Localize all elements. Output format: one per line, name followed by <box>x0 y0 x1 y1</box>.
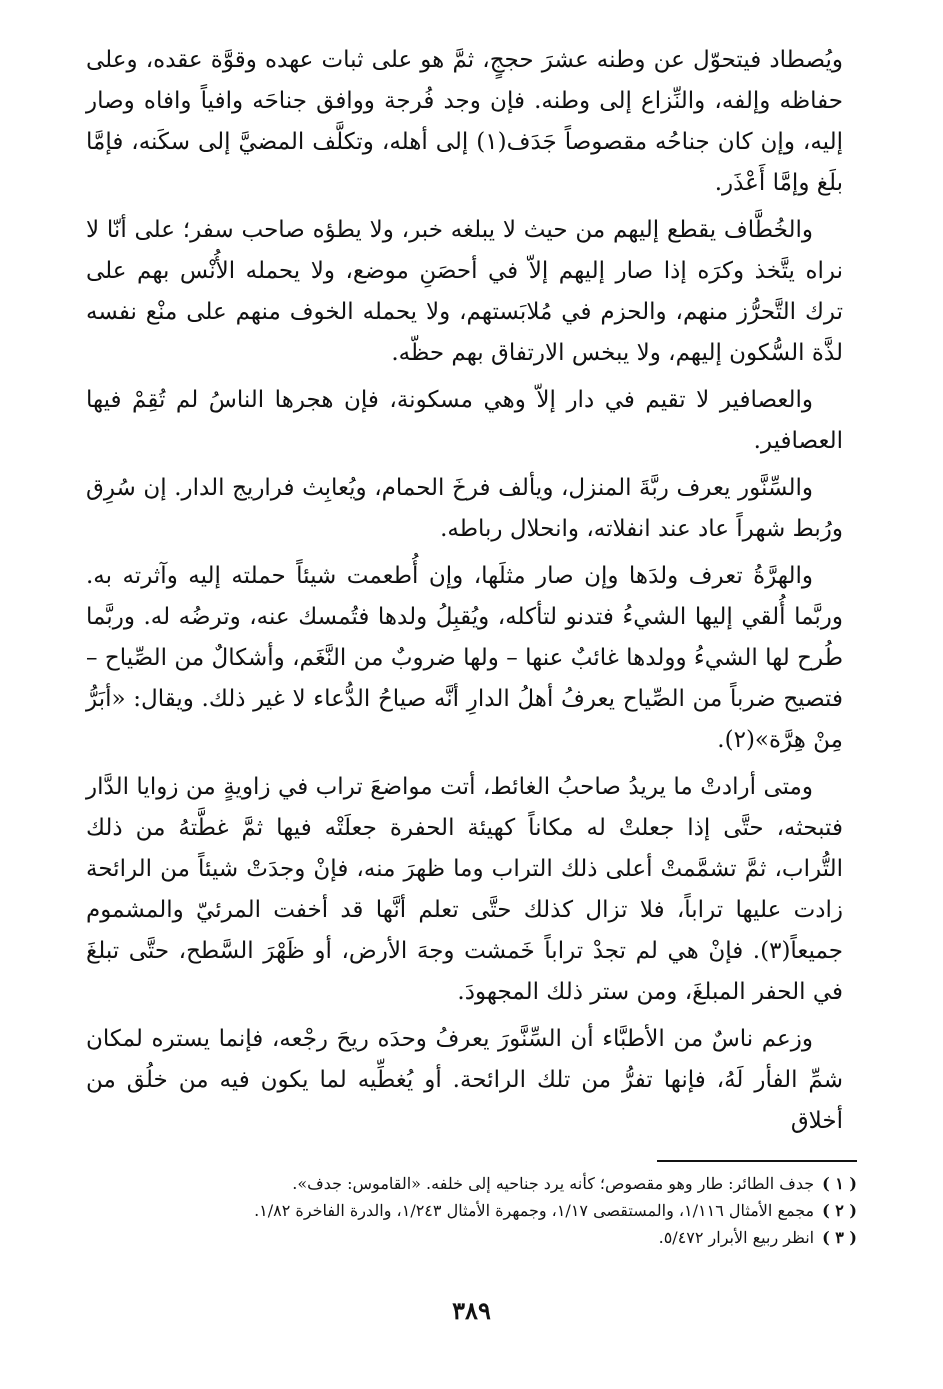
footnote-number: ( ٣ ) <box>822 1228 857 1247</box>
footnote-text: مجمع الأمثال ١/١١٦، والمستقصى ١/١٧، وجمهرة الأمثال ١/٢٤٣، والدرة الفاخرة ١/٨٢. <box>254 1201 815 1220</box>
paragraph-4: والسِّنَّور يعرف ربَّةَ المنزل، ويألف فرخَ الحمام، ويُعابِث فراريج الدار. إن سُرِق ورُبط شهراً عاد عند انفلاته، وانحلال رباطه. <box>86 475 843 542</box>
footnote-3 <box>100 1224 857 1251</box>
footnote-1 <box>100 1170 857 1197</box>
page-number: ٣٨٩ <box>452 1296 491 1325</box>
footnote-divider <box>657 1160 857 1162</box>
footnotes <box>100 1170 857 1251</box>
paragraph-3: والعصافير لا تقيم في دار إلاّ وهي مسكونة، فإن هجرها الناسُ لم تُقِمْ فيها العصافير. <box>86 387 843 454</box>
main-text <box>86 40 843 1142</box>
footnote-number: ( ٢ ) <box>822 1201 857 1220</box>
footnote-2 <box>100 1197 857 1224</box>
footnote-number: ( ١ ) <box>822 1174 857 1193</box>
paragraph-6: ومتى أرادتْ ما يريدُ صاحبُ الغائط، أتت مواضعَ تراب في زاويةٍ من زوايا الدَّار فتبحثه، حتَّى إذا جعلتْ له مكاناً كهيئة الحفرة جعلَتْه فيها ثمَّ غطَّتهُ من ذلك التُّراب، ثمَّ تشمَّمتْ أعلى ذلك التراب وما ظهرَ منه، فإنْ وجدَتْ شيئاً من الرائحة زادت عليها تراباً، فلا تزال كذلك حتَّى تعلم أنَّها قد أخفت المرئيّ والمشموم جميعاً(٣). فإنْ هي لم تجدْ تراباً خَمشت وجهَ الأرض، أو ظَهْرَ السَّطح، حتَّى تبلغَ في الحفر المبلغَ، ومن ستر ذلك المجهودَ. <box>86 774 843 1005</box>
paragraph-5: والهرَّةُ تعرف ولدَها وإن صار مثلَها، وإن أُطعمت شيئاً حملته إليه وآثرته به. وربَّما أُلقي إليها الشيءُ فتدنو لتأكله، ويُقبِلُ ولدها فتُمسك عنه، وترضُه له. وربَّما طُرح لها الشيءُ وولدها غائبٌ عنها – ولها ضروبٌ من النَّغَم، وأشكالٌ من الصِّياح – فتصيح ضرباً من الصِّياح يعرفُ أهلُ الدارِ أنَّه صياحُ الدُّعاء لا غير ذلك. ويقال: «أبَرُّ مِنْ هِرَّة»(٢). <box>86 563 843 753</box>
footnote-text: جدف الطائر: طار وهو مقصوص؛ كأنه يرد جناحيه إلى خلفه. «القاموس: جدف». <box>292 1174 815 1193</box>
paragraph-2: والخُطَّاف يقطع إليهم من حيث لا يبلغه خبر، ولا يطؤه صاحب سفر؛ على أنّا لا نراه يتَّخذ وكرَه إذا صار إليهم إلاّ في أحصَنِ موضع، ولا يحمله الأُنْس بهم على ترك التَّحرُّز منهم، والحزم في مُلابَستهم، ولا يحمله الخوف منهم على منْع نفسه لذَّة السُّكون إليهم، ولا يبخس الارتفاق بهم حظّه. <box>86 217 843 366</box>
footnote-text: انظر ربيع الأبرار ٥/٤٧٢. <box>658 1228 815 1247</box>
paragraph-1: ويُصطاد فيتحوّل عن وطنه عشرَ حججٍ، ثمَّ هو على ثبات عهده وقوَّة عقده، وعلى حفاظه وإلفه، والنِّزاع إلى وطنه. فإن وجد فُرجة ووافق جناحَه وافياً وافاه وصار إليه، وإن كان جناحُه مقصوصاً جَدَف(١) إلى أهله، وتكلَّف المضيَّ إلى سكَنه، فإمَّا بلَغ وإمَّا أَعْذَر. <box>86 47 843 196</box>
paragraph-7: وزعم ناسٌ من الأطبَّاء أن السِّنَّورَ يعرفُ وحدَه ريحَ رجْعه، فإنما يستره لمكان شمِّ الفأر لَهُ، فإنها تفرُّ من تلك الرائحة. أو يُغطِّيه لما يكون فيه من خلُق من أخلاق <box>86 1026 843 1134</box>
